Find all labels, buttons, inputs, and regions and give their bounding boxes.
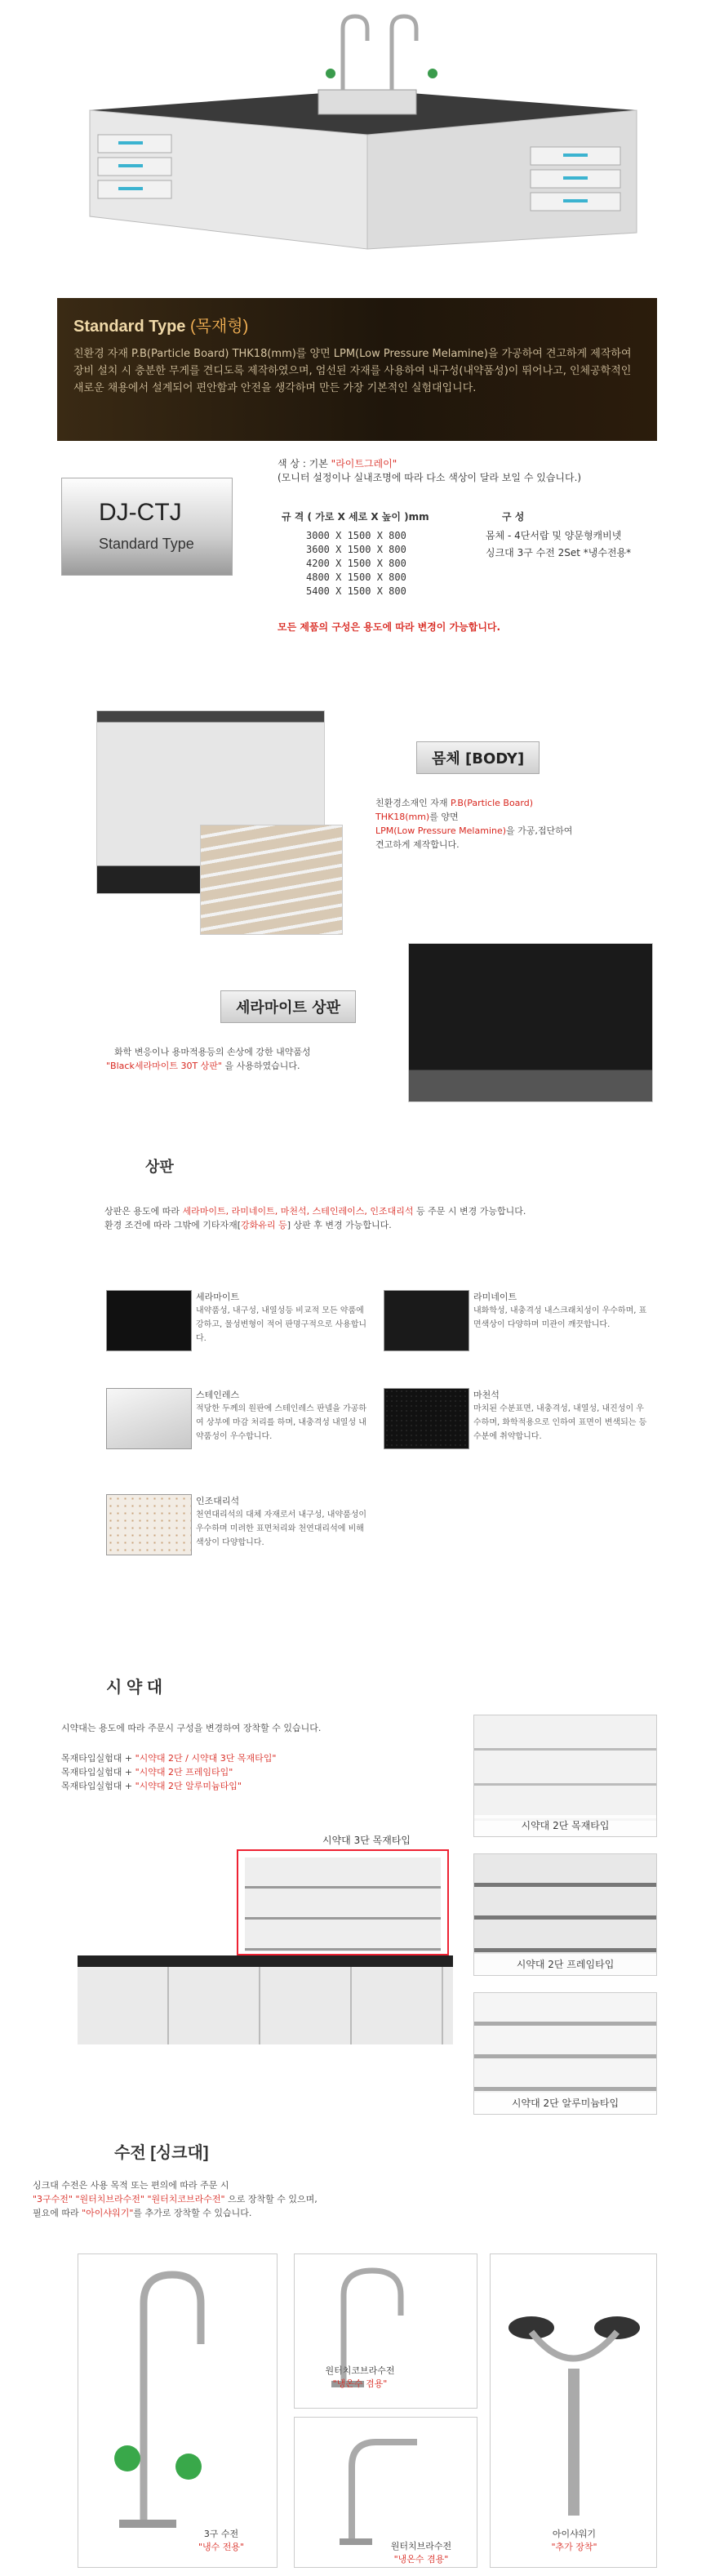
material-swatch-granite: [384, 1388, 469, 1449]
shelf-main-image: [78, 1833, 453, 2049]
shelf-main-caption: 시약대 3단 목재타입: [322, 1835, 411, 1846]
ceramite-title: 세라마이트 상판: [220, 990, 356, 1023]
eye-shower-photo: [490, 2253, 657, 2568]
model-name: DJ-CTJ: [99, 499, 182, 526]
particle-board-photo: [200, 825, 343, 935]
shelf-thumb-frame: 시약대 2단 프레임타입: [473, 1853, 657, 1976]
model-type: Standard Type: [99, 536, 194, 552]
material-swatch-ceramite: [106, 1290, 192, 1351]
banner-title: Standard Type (목재형): [73, 318, 249, 336]
material-swatch-marble: [106, 1494, 192, 1555]
material-swatch-stainless: [106, 1388, 192, 1449]
faucet-pull-photo: [294, 2417, 477, 2568]
faucet-3way-caption: 3구 수전 "냉수 전용": [198, 2529, 245, 2552]
banner-description: 친환경 자재 P.B(Particle Board) THK18(mm)를 양면 LPM(Low Pressure Melamine)을 가공하여 견고하게 제작하여 장비 설치 시 충분한 무게를 견디도록 제작하였으며, 엄선된 자재를 사용하여 내구성(내약품성)이 뛰어나고, 인체공학적인 새로운 채용에서 설계되어 편안함과 안전을 생각하며 만든 가장 기본적인 실험대입니다.: [73, 348, 632, 394]
ceramite-top-photo: [408, 943, 653, 1102]
faucet-pull-caption: 원터치브라수전 "냉온수 겸용": [390, 2541, 452, 2565]
spec-color: 색 상 : 기본 "라이트그레이" (모니터 설정이나 실내조명에 따라 다소 색상이 달라 보일 수 있습니다.): [278, 458, 582, 483]
material-ceramite: 세라마이트 내약품성, 내구성, 내열성등 비교적 모든 약품에 강하고, 물성변형이 적어 판명구적으로 사용합니다.: [196, 1292, 367, 1343]
material-marble: 인조대리석 천연대리석의 대체 자재로서 내구성, 내약품성이 우수하며 미려한 표면처리와 천연대리석에 비해 색상이 다양합니다.: [196, 1496, 367, 1547]
faucet-cobra-photo: [294, 2253, 477, 2409]
ceramite-description: 화학 변응이나 용마적용등의 손상에 강한 내약품성 "Black세라마이트 30T 상판" 을 사용하였습니다.: [106, 1047, 311, 1071]
model-badge: [61, 478, 233, 576]
top-section-title: 상판: [145, 1159, 174, 1175]
hero-product-image: [73, 12, 645, 269]
standard-type-banner: [57, 298, 657, 441]
body-title: 몸체 [BODY]: [416, 741, 540, 774]
sink-description: 싱크대 수전은 사용 목적 또는 편의에 따라 주문 시 "3구수전" "원터치브라수전" "원터치코브라수전" 으로 장착할 수 있으며, 필요에 따라 "아이샤워기"를 추가로 장착할 수 있습니다.: [33, 2180, 318, 2218]
shelf-thumb-aluminum: 시약대 2단 알루미늄타입: [473, 1992, 657, 2115]
shelf-section-title: 시 약 대: [106, 1679, 163, 1697]
shelf-thumb-wood: 시약대 2단 목재타입: [473, 1715, 657, 1837]
shelf-intro: 시약대는 용도에 따라 주문시 구성을 변경하여 장착할 수 있습니다.: [61, 1723, 322, 1733]
material-granite: 마천석 마치된 수분표면, 내충격성, 내열성, 내진성이 우수하며, 화학적용으로 인하여 표면이 변색되는 등 수분에 취약합니다.: [473, 1390, 647, 1441]
material-laminate: 라미네이트 내화학성, 내충격성 내스크래치성이 우수하며, 표면색상이 다양하며 미관이 깨끗합니다.: [473, 1292, 647, 1329]
spec-notice: 모든 제품의 구성은 용도에 따라 변경이 가능합니다.: [278, 621, 501, 633]
material-swatch-laminate: [384, 1290, 469, 1351]
top-description: 상판은 용도에 따라 세라마이트, 라미네이트, 마천석, 스테인레이스, 인조대리석 등 주문 시 변경 가능합니다. 환경 조건에 따라 그밖에 기타자재[강화유리 등] 상판 후 변경 가능합니다.: [104, 1206, 526, 1230]
faucet-3way-photo: [78, 2253, 278, 2568]
material-stainless: 스테인레스 적당한 두께의 원판에 스테인레스 판넬을 가공하여 상부에 마감 처리를 하며, 내충격성 내열성 내약품성이 우수합니다.: [196, 1390, 367, 1441]
spec-config: 구 성 몸체 - 4단서랍 및 양문형캐비넷 싱크대 3구 수전 2Set *냉수전용*: [486, 511, 632, 558]
sink-section-title: 수전 [싱크대]: [114, 2144, 209, 2162]
spec-sizes: 규 격 ( 가로 X 세로 X 높이 )mm 3000 X 1500 X 800 3600 X 1500 X 800 4200 X 1500 X 800 4800 X 1500 X 800 5400 X 1500 X 800: [282, 511, 429, 597]
eye-shower-caption: 아이샤워기 "추가 장착": [551, 2529, 597, 2552]
shelf-options: 목재타입실험대 + "시약대 2단 / 시약대 3단 목재타입" 목재타입실험대 + "시약대 2단 프레임타입" 목재타입실험대 + "시약대 2단 알루미늄타입": [61, 1753, 277, 1791]
body-description: 친환경소재인 자재 P.B(Particle Board) THK18(mm)를 양면 LPM(Low Pressure Melamine)을 가공,접단하여 견고하게 제작합니다.: [375, 798, 573, 850]
faucet-cobra-caption: 원터치코브라수전 "냉온수 겸용": [325, 2365, 395, 2389]
